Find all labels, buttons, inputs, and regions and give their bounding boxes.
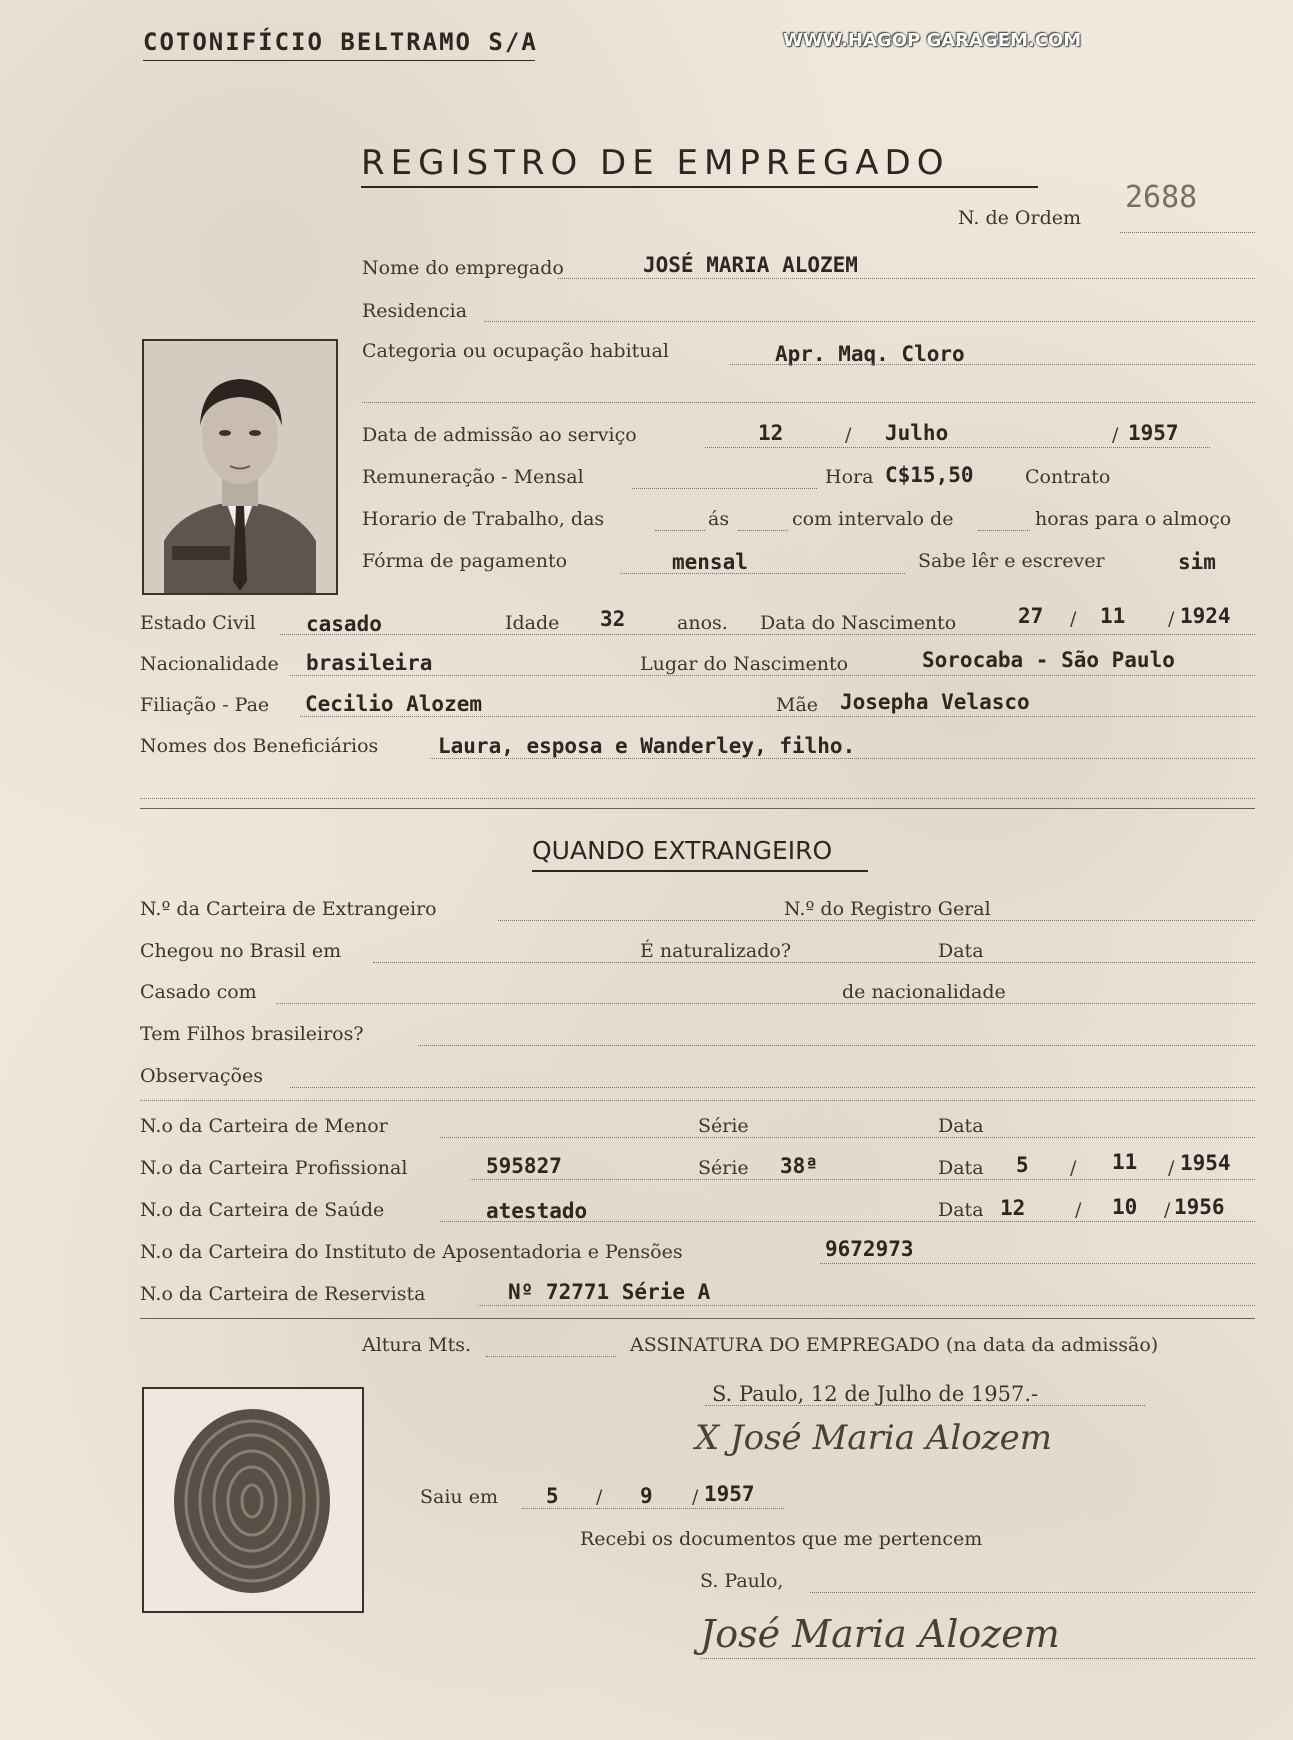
work-card-value: 595827 — [486, 1154, 562, 1178]
name-label: Nome do empregado — [362, 257, 564, 279]
page-title: REGISTRO DE EMPREGADO — [361, 143, 950, 183]
birth-day: 27 — [1018, 604, 1044, 628]
birthplace-label: Lugar do Nascimento — [640, 653, 849, 675]
work-card-line — [470, 1179, 1255, 1180]
work-date-year: 1954 — [1180, 1151, 1231, 1175]
foreign-id-label: N.º da Carteira de Extrangeiro — [140, 898, 437, 920]
literacy-label: Sabe lêr e escrever — [918, 550, 1105, 572]
date-separator: / — [1075, 1199, 1082, 1221]
reservist-card-line — [478, 1305, 1255, 1306]
health-card-value: atestado — [486, 1199, 588, 1223]
hour-value: C$15,50 — [885, 463, 974, 487]
sp-line — [810, 1592, 1255, 1593]
order-number: 2688 — [1125, 180, 1198, 215]
employee-photo — [142, 339, 338, 595]
signature-heading: ASSINATURA DO EMPREGADO (na data da admissão) — [630, 1334, 1159, 1356]
father-value: Cecilio Alozem — [305, 692, 483, 716]
age-value: 32 — [600, 607, 626, 631]
admission-year: 1957 — [1128, 421, 1179, 445]
payment-value: mensal — [672, 550, 748, 574]
left-day: 5 — [546, 1484, 559, 1508]
left-month: 9 — [640, 1484, 653, 1508]
to-label: ás — [708, 508, 730, 530]
nationality-label: Nacionalidade — [140, 653, 279, 675]
received-docs: Recebi os documentos que me pertencem — [580, 1528, 983, 1550]
place-date-line — [705, 1405, 1145, 1406]
interval-label: com intervalo de — [792, 508, 954, 530]
height-label: Altura Mts. — [362, 1334, 471, 1356]
order-label: N. de Ordem — [958, 207, 1082, 229]
years-label: anos. — [677, 612, 728, 634]
health-card-label: N.o da Carteira de Saúde — [140, 1199, 385, 1221]
section-divider-2 — [140, 1318, 1255, 1319]
company-name: COTONIFÍCIO BELTRAMO S/A — [143, 28, 538, 56]
foreign-heading-underline — [532, 870, 868, 872]
mother-label: Mãe — [776, 694, 819, 716]
pension-card-line — [820, 1263, 1255, 1264]
notes-line-2 — [140, 1100, 1255, 1101]
reservist-card-label: N.o da Carteira de Reservista — [140, 1283, 426, 1305]
marital-label: Estado Civil — [140, 612, 256, 634]
fingerprint-box — [142, 1387, 364, 1613]
left-date-line — [522, 1508, 784, 1509]
date-separator: / — [1164, 1199, 1171, 1221]
work-date-day: 5 — [1016, 1153, 1029, 1177]
nationality-value: brasileira — [306, 651, 433, 675]
spouse-nationality-label: de nacionalidade — [842, 981, 1006, 1003]
beneficiaries-line — [430, 758, 1255, 759]
foreign-id-line — [498, 920, 1255, 921]
date-separator: / — [1070, 1157, 1077, 1179]
schedule-line — [655, 530, 705, 531]
name-line — [558, 278, 1255, 279]
schedule-label: Horario de Trabalho, das — [362, 508, 605, 530]
minor-series-label: Série — [698, 1115, 749, 1137]
children-line — [418, 1045, 1255, 1046]
birthdate-label: Data do Nascimento — [760, 612, 957, 634]
payment-line — [620, 573, 905, 574]
pension-card-value: 9672973 — [825, 1237, 914, 1261]
date-separator: / — [1112, 424, 1119, 446]
health-date-label: Data — [938, 1199, 984, 1221]
minor-date-label: Data — [938, 1115, 984, 1137]
age-label: Idade — [505, 612, 560, 634]
admission-label: Data de admissão ao serviço — [362, 424, 637, 446]
minor-card-line — [440, 1137, 1255, 1138]
residence-line — [484, 321, 1255, 322]
work-series-value: 38ª — [780, 1154, 818, 1178]
place-date: S. Paulo, 12 de Julho de 1957.- — [712, 1382, 1039, 1406]
date-separator: / — [692, 1486, 699, 1508]
arrival-line — [373, 962, 1255, 963]
general-registry-label: N.º do Registro Geral — [784, 898, 991, 920]
foreign-heading: QUANDO EXTRANGEIRO — [532, 836, 833, 865]
exit-signature-line — [700, 1658, 1255, 1659]
foreign-date-label: Data — [938, 940, 984, 962]
admission-day: 12 — [758, 421, 784, 445]
portrait-image — [144, 341, 336, 593]
admission-month: Julho — [885, 421, 949, 445]
naturalized-label: É naturalizado? — [640, 940, 792, 962]
sp-label: S. Paulo, — [700, 1570, 784, 1592]
parent-line — [300, 716, 1255, 717]
health-date-day: 12 — [1000, 1196, 1026, 1220]
section-divider — [140, 808, 1255, 809]
occupation-value: Apr. Maq. Cloro — [775, 342, 965, 366]
children-label: Tem Filhos brasileiros? — [140, 1023, 364, 1045]
date-separator: / — [1168, 1157, 1175, 1179]
health-date-month: 10 — [1112, 1195, 1138, 1219]
parent-label: Filiação - Pae — [140, 694, 270, 716]
exit-signature: José Maria Alozem — [700, 1612, 1060, 1656]
birthplace-value: Sorocaba - São Paulo — [922, 648, 1175, 672]
marital-value: casado — [306, 612, 382, 636]
occupation-label: Categoria ou ocupação habitual — [362, 340, 669, 362]
pension-card-label: N.o da Carteira do Instituto de Aposentadoria e Pensões — [140, 1241, 683, 1263]
fingerprint-image — [144, 1389, 362, 1611]
beneficiaries-value: Laura, esposa e Wanderley, filho. — [438, 734, 856, 758]
health-card-line — [440, 1221, 1255, 1222]
work-date-label: Data — [938, 1157, 984, 1179]
minor-card-label: N.o da Carteira de Menor — [140, 1115, 388, 1137]
left-year: 1957 — [704, 1482, 755, 1506]
interval-line — [978, 530, 1030, 531]
occupation-line — [730, 364, 1255, 365]
lunch-hours-label: horas para o almoço — [1035, 508, 1232, 530]
payment-label: Fórma de pagamento — [362, 550, 568, 572]
watermark: WWW.HAGOP GARAGEM.COM — [783, 30, 1082, 51]
mother-value: Josepha Velasco — [840, 690, 1030, 714]
beneficiaries-label: Nomes dos Beneficiários — [140, 735, 379, 757]
remuneration-line — [632, 488, 817, 489]
remuneration-label: Remuneração - Mensal — [362, 466, 584, 488]
married-to-label: Casado com — [140, 981, 257, 1003]
arrival-label: Chegou no Brasil em — [140, 940, 342, 962]
literacy-value: sim — [1178, 550, 1216, 574]
date-separator: / — [1168, 608, 1175, 630]
notes-label: Observações — [140, 1065, 263, 1087]
beneficiaries-line-2 — [140, 798, 1255, 799]
schedule-line — [738, 530, 788, 531]
residence-label: Residencia — [362, 300, 468, 322]
date-separator: / — [1070, 608, 1077, 630]
contract-label: Contrato — [1025, 466, 1111, 488]
health-date-year: 1956 — [1174, 1195, 1225, 1219]
nationality-line — [290, 675, 1255, 676]
title-underline — [361, 186, 1038, 188]
reservist-card-value: Nº 72771 Série A — [508, 1280, 711, 1304]
left-date-label: Saiu em — [420, 1486, 498, 1508]
birth-month: 11 — [1100, 604, 1126, 628]
marital-line — [280, 634, 1255, 635]
married-line — [276, 1003, 1255, 1004]
date-separator: / — [845, 424, 852, 446]
name-value: JOSÉ MARIA ALOZEM — [643, 253, 858, 277]
admission-line — [705, 447, 1210, 448]
height-line — [486, 1356, 616, 1357]
employee-signature: X José Maria Alozem — [695, 1418, 1052, 1458]
company-underline — [143, 60, 535, 61]
work-series-label: Série — [698, 1157, 749, 1179]
notes-line — [290, 1087, 1255, 1088]
order-line — [1120, 232, 1255, 233]
work-card-label: N.o da Carteira Profissional — [140, 1157, 408, 1179]
birth-year: 1924 — [1180, 604, 1231, 628]
date-separator: / — [596, 1486, 603, 1508]
occupation-line-2 — [362, 402, 1255, 403]
hour-label: Hora — [825, 466, 874, 488]
work-date-month: 11 — [1112, 1150, 1138, 1174]
